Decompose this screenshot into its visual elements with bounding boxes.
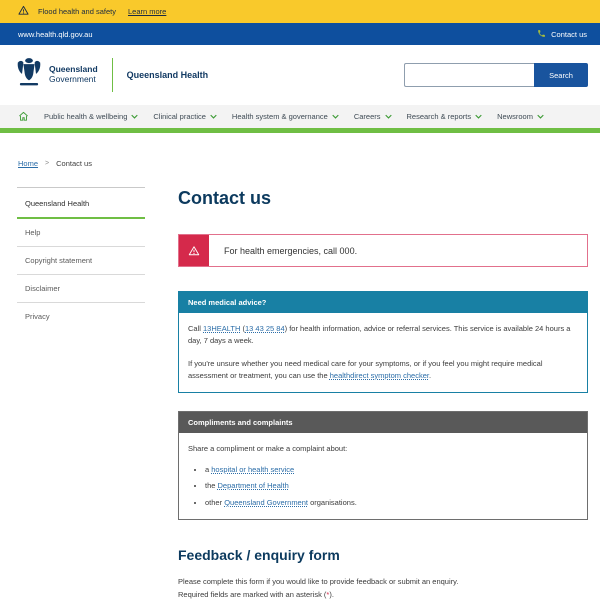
nav-item-public-health[interactable]: Public health & wellbeing	[44, 112, 138, 121]
site-url-link[interactable]: www.health.qld.gov.au	[18, 29, 93, 39]
emergency-text: For health emergencies, call 000.	[224, 245, 358, 256]
sidebar-item-help[interactable]: Help	[17, 219, 145, 247]
site-title-link[interactable]: Queensland Health	[126, 70, 209, 80]
queensland-government-logo[interactable]	[15, 57, 98, 93]
emergency-alert	[178, 234, 588, 267]
logo-line2: Government	[49, 74, 96, 84]
link-symptom-checker[interactable]: healthdirect symptom checker	[329, 371, 429, 381]
medical-advice-paragraph-2: If you're unsure whether you need medical care for your symptoms, or if you feel you might require medical assessment or treatment, you can use the healthdirect symptom checker.	[188, 358, 543, 381]
emergency-icon-cell	[179, 235, 209, 266]
warning-triangle-icon	[18, 3, 29, 21]
complaints-list	[188, 465, 578, 509]
chevron-down-icon	[332, 114, 339, 119]
home-icon	[18, 111, 29, 122]
header-divider	[112, 58, 113, 92]
sidebar-item-privacy[interactable]: Privacy	[25, 312, 50, 321]
breadcrumb	[18, 159, 600, 168]
complaints-title: Compliments and complaints	[179, 412, 587, 433]
feedback-form-title: Feedback / enquiry form	[178, 547, 340, 564]
flood-alert-banner	[0, 0, 600, 23]
link-hospital-health-service[interactable]: hospital or health service	[211, 464, 295, 474]
chevron-down-icon	[537, 114, 544, 119]
chevron-down-icon	[131, 114, 138, 119]
utility-bar	[0, 23, 600, 45]
warning-triangle-icon	[188, 245, 200, 257]
learn-more-link[interactable]: Learn more	[127, 7, 167, 16]
list-item: • other Queensland Government organisations.	[205, 498, 578, 509]
green-accent-bar	[0, 128, 600, 133]
complaints-intro: Share a compliment or make a complaint about:	[188, 443, 348, 453]
sidebar-title: Queensland Health	[17, 188, 145, 219]
link-qld-government[interactable]: Queensland Government	[224, 497, 308, 507]
complaints-callout	[178, 411, 588, 521]
chevron-down-icon	[385, 114, 392, 119]
section-sidebar	[17, 187, 145, 600]
feedback-paragraph-1: Please complete this form if you would like to provide feedback or submit an enquiry.	[178, 577, 459, 587]
site-header	[0, 45, 600, 105]
link-13health[interactable]: 13HEALTH	[203, 324, 241, 333]
search-button[interactable]: Search	[534, 63, 588, 87]
link-department-of-health[interactable]: Department of Health	[217, 481, 289, 491]
nav-home[interactable]	[18, 111, 29, 122]
flood-alert-text: Flood health and safety	[38, 7, 116, 16]
page-title: Contact us	[178, 188, 272, 208]
main-navigation	[0, 105, 600, 128]
nav-item-careers[interactable]: Careers	[354, 112, 392, 121]
logo-line1: Queensland	[49, 64, 98, 75]
sidebar-item-copyright[interactable]: Copyright statement	[17, 247, 145, 275]
nav-item-research-reports[interactable]: Research & reports	[407, 112, 483, 121]
medical-advice-paragraph-1: Call 13HEALTH (13 43 25 84) for health information, advice or referral services. This service is available 24 hours a day, 7 days a week.	[188, 324, 571, 346]
feedback-intro	[178, 576, 588, 600]
search-input[interactable]	[404, 63, 534, 87]
chevron-down-icon	[210, 114, 217, 119]
medical-advice-title: Need medical advice?	[179, 292, 587, 313]
feedback-paragraph-2: Required fields are marked with an asterisk (*).	[178, 589, 334, 599]
main-content	[178, 187, 588, 600]
phone-icon	[537, 29, 546, 40]
breadcrumb-home-link[interactable]: Home	[18, 159, 39, 168]
list-item: • the Department of Health	[205, 481, 578, 492]
breadcrumb-separator: >	[45, 160, 50, 167]
nav-item-clinical-practice[interactable]: Clinical practice	[153, 112, 217, 121]
nav-item-newsroom[interactable]: Newsroom	[497, 112, 544, 121]
utility-contact-link[interactable]: Contact us	[537, 29, 587, 40]
search-form	[404, 63, 588, 87]
list-item: • a hospital or health service	[205, 465, 578, 476]
coat-of-arms-icon	[15, 57, 43, 93]
medical-advice-callout	[178, 291, 588, 393]
nav-item-health-system[interactable]: Health system & governance	[232, 112, 339, 121]
sidebar-item-disclaimer[interactable]: Disclaimer	[17, 275, 145, 303]
breadcrumb-current: Contact us	[56, 159, 92, 168]
link-13health-number[interactable]: 13 43 25 84	[245, 324, 285, 333]
chevron-down-icon	[475, 114, 482, 119]
